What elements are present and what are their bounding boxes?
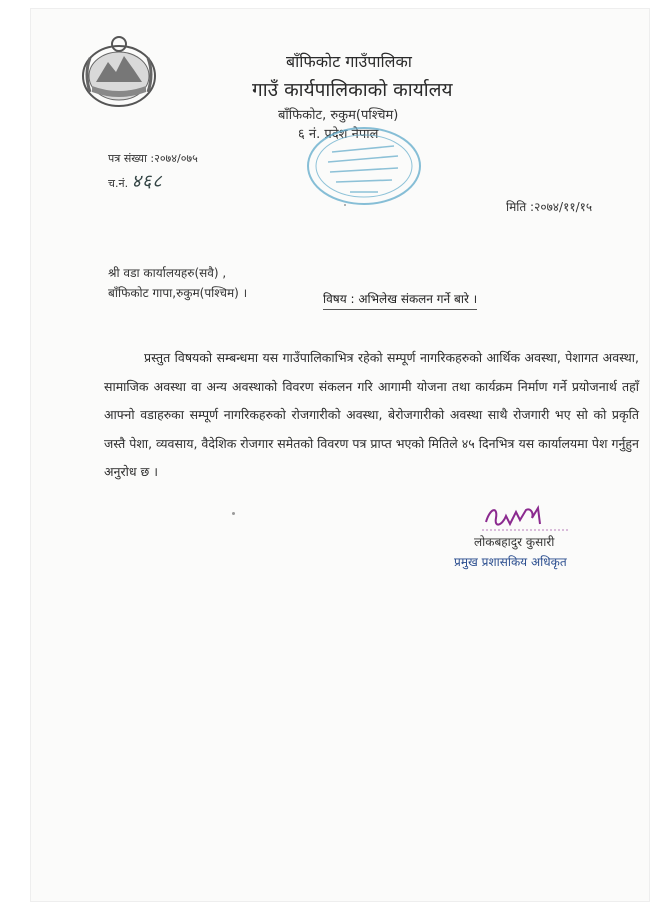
scan-speck	[344, 204, 346, 206]
province-line: ६ नं. प्रदेश नेपाल	[298, 127, 379, 142]
letter-subject: विषय : अभिलेख संकलन गर्ने बारे ।	[323, 290, 477, 310]
scan-speck	[232, 512, 235, 515]
signatory-name: लोकबहादुर कुसारी	[474, 535, 555, 549]
signature-icon	[480, 500, 570, 536]
dispatch-number-row	[108, 169, 163, 193]
nepal-emblem-icon	[76, 34, 162, 110]
signatory-title: प्रमुख प्रशासकिय अधिकृत	[454, 555, 567, 569]
office-seal-stamp-icon	[302, 122, 426, 210]
office-name: गाउँ कार्यपालिकाको कार्यालय	[252, 79, 453, 101]
recipient-line-2: बाँफिकोट गापा,रुकुम(पश्चिम) ।	[108, 286, 248, 300]
letter-body: प्रस्तुत विषयको सम्बन्धमा यस गाउँपालिकाभित्र रहेको सम्पूर्ण नागरिकहरुको आर्थिक अवस्था, पेशागत अवस्था, सामाजिक अवस्था वा अन्य अवस्थाको विवरण संकलन गरि आगामी योजना तथा कार्यक्रम निर्माण गर्ने प्रयोजनार्थ तहाँ आफ्नो वडाहरुका सम्पूर्ण नागरिकहरुको रोजगारीको अवस्था, बेरोजगारीको अवस्था साथै रोजगारी भए सो को प्रकृति जस्तै पेशा, व्यवसाय, वैदेशिक रोजगार समेतको विवरण पत्र प्राप्त भएको मितिले ४५ दिनभित्र यस कार्यालयमा पेश गर्नुहुन अनुरोध छ ।	[104, 350, 639, 480]
municipality-name: बाँफिकोट गाउँपालिका	[286, 52, 412, 71]
dispatch-label: च.नं.	[108, 177, 129, 190]
dispatch-number: ४६८	[131, 171, 163, 192]
recipient-line-1: श्री वडा कार्यालयहरु(सवै) ,	[108, 266, 227, 280]
office-address: बाँफिकोट, रुकुम(पश्चिम)	[278, 108, 399, 123]
letter-number: पत्र संख्या :२०७४/०७५	[108, 152, 198, 165]
letter-date: मिति :२०७४/११/१५	[506, 200, 593, 214]
